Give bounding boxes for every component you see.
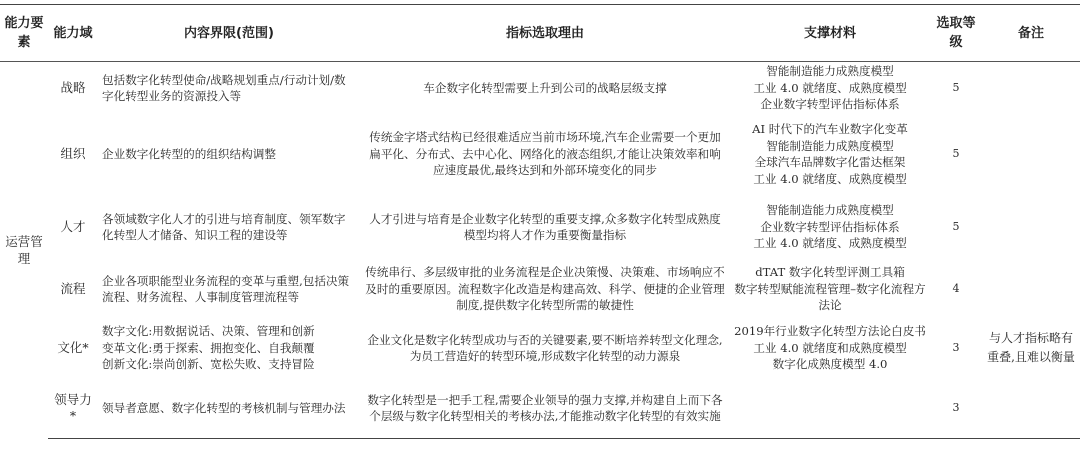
scope-cell [98, 318, 360, 378]
table-row [0, 194, 1080, 260]
reason-cell: 企业文化是数字化转型成功与否的关键要素,要不断培养转型文化理念,为员工营造好的转型环境,形成数字化转型的动力源泉 [367, 332, 723, 363]
scope-cell: 各领域数字化人才的引进与培育制度、领军数字化转型人才储备、知识工程的建设等 [102, 211, 346, 242]
cell-line: AI 时代下的汽车业数字化变革 [752, 122, 908, 136]
cell-line: dTAT 数字化转型评测工具箱 [755, 265, 905, 280]
domain-cell: 流程 [60, 280, 86, 296]
scope-cell: 企业各项职能型业务流程的变革与重塑,包括决策流程、财务流程、人事制度管理流程等 [102, 273, 350, 304]
domain-cell: 战略 [60, 79, 86, 95]
header-domain: 能力域 [48, 5, 98, 62]
support-cell [730, 114, 930, 194]
cell-line: 企业数字转型评估指标体系 [760, 97, 900, 112]
cell-line: 工业 4.0 就绪度、成熟度模型 [753, 80, 907, 95]
cell-line: 创新文化:崇尚创新、宽松失败、支持冒险 [102, 357, 315, 372]
cell-line: 2019年行业数字化转型方法论白皮书 [734, 324, 926, 339]
table-row [0, 318, 1080, 378]
remark-cell [982, 114, 1080, 194]
support-cell [730, 318, 930, 378]
table-row [0, 114, 1080, 194]
remark-cell [982, 194, 1080, 260]
header-support: 支撑材料 [730, 5, 930, 62]
reason-cell: 人才引进与培育是企业数字化转型的重要支撑,众多数字化转型成熟度模型均将人才作为重要衡量指标 [369, 211, 721, 242]
scope-cell: 包括数字化转型使命/战略规划重点/行动计划/数字化转型业务的资源投入等 [102, 72, 346, 103]
remark-cell [982, 378, 1080, 439]
cell-line: 智能制造能力成熟度模型 [766, 203, 894, 218]
cell-line: 全球汽车品牌数字化雷达框架 [754, 155, 906, 169]
cell-line: 变革文化:勇于探索、拥抱变化、自我颠覆 [102, 340, 315, 355]
reason-cell: 车企数字化转型需要上升到公司的战略层级支撑 [423, 80, 667, 95]
remark-cell: 与人才指标略有重叠,且难以衡量 [987, 331, 1075, 364]
reason-cell: 传统金字塔式结构已经很难适应当前市场环境,汽车企业需要一个更加扁平化、分布式、去中心化、网络化的液态组织,才能让决策效率和响应速度最优,最终达到和外部环境变化的同步 [369, 130, 721, 178]
remark-cell [982, 260, 1080, 318]
grade-cell: 5 [952, 80, 960, 94]
support-cell [730, 260, 930, 318]
support-cell [730, 194, 930, 260]
remark-cell [982, 62, 1080, 115]
cell-line: 智能制造能力成熟度模型 [766, 138, 894, 153]
cell-line: 数字化成熟度模型 4.0 [772, 357, 888, 372]
domain-cell: 组织 [60, 145, 86, 161]
domain-cell: 领导力* [48, 378, 98, 439]
table-row [0, 378, 1080, 439]
header-factor: 能力要素 [0, 5, 48, 62]
header-scope: 内容界限(范围) [98, 5, 360, 62]
scope-cell: 企业数字化转型的的组织结构调整 [102, 146, 276, 161]
cell-line: 数字转型赋能流程管理–数字化流程方法论 [734, 281, 926, 313]
factor-cell: 运营管理 [5, 234, 43, 267]
grade-cell: 5 [952, 146, 960, 160]
reason-cell: 传统串行、多层级审批的业务流程是企业决策慢、决策难、市场响应不及时的重要原因。流程数字化改造是构建高效、科学、便捷的企业管理制度,提供数字化转型所需的敏捷性 [365, 265, 725, 313]
cell-line: 数字文化:用数据说话、决策、管理和创新 [102, 324, 315, 339]
grade-cell: 3 [930, 378, 982, 439]
table-row [0, 62, 1080, 115]
header-grade: 选取等级 [930, 5, 982, 62]
table-row [0, 260, 1080, 318]
cell-line: 智能制造能力成熟度模型 [766, 64, 894, 79]
header-row [0, 5, 1080, 62]
cell-line: 工业 4.0 就绪度、成熟度模型 [753, 236, 907, 251]
domain-cell: 人才 [60, 218, 86, 234]
grade-cell: 3 [952, 340, 960, 354]
header-remark: 备注 [982, 5, 1080, 62]
grade-cell: 5 [952, 219, 960, 233]
cell-line: 工业 4.0 就绪度和成熟度模型 [753, 340, 907, 355]
support-cell [730, 378, 930, 439]
domain-cell: 文化* [57, 339, 89, 355]
scope-cell: 领导者意愿、数字化转型的考核机制与管理办法 [98, 378, 360, 439]
capability-table [0, 4, 1080, 439]
header-reason: 指标选取理由 [360, 5, 730, 62]
cell-line: 企业数字转型评估指标体系 [760, 219, 900, 234]
support-cell [730, 62, 930, 115]
reason-cell: 数字化转型是一把手工程,需要企业领导的强力支撑,并构建自上而下各个层级与数字化转型相关的考核办法,才能推动数字化转型的有效实施 [360, 378, 730, 439]
grade-cell: 4 [952, 281, 960, 295]
cell-line: 工业 4.0 就绪度、成熟度模型 [753, 171, 907, 186]
